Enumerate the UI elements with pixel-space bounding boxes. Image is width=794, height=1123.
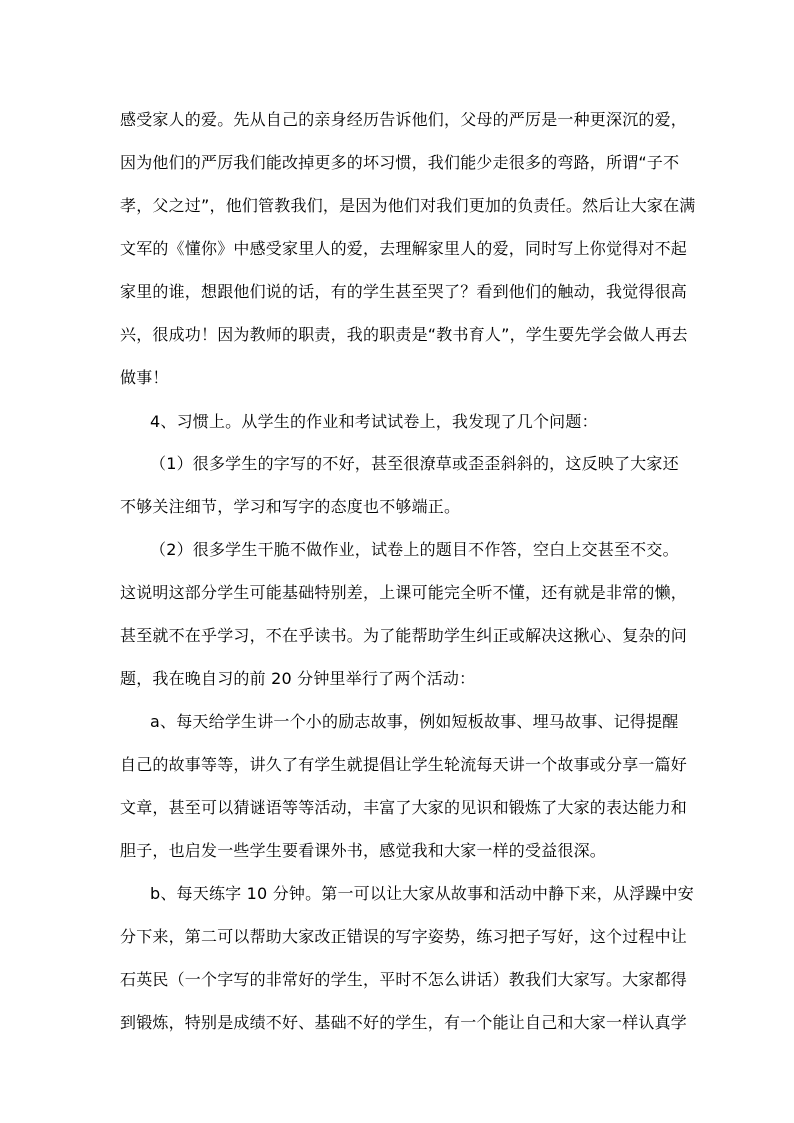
- text-line: 自己的故事等等，讲久了有学生就提倡让学生轮流每天讲一个故事或分享一篇好: [120, 755, 688, 774]
- text-line: 兴，很成功！因为教师的职责，我的职责是“教书育人”，学生要先学会做人再去: [120, 325, 688, 344]
- text-line: 分下来，第二可以帮助大家改正错误的写字姿势，练习把子写好，这个过程中让: [120, 927, 688, 946]
- text-line: 胆子，也启发一些学生要看课外书，感觉我和大家一样的受益很深。: [120, 841, 607, 860]
- text-line: 家里的谁，想跟他们说的话，有的学生甚至哭了？看到他们的触动，我觉得很高: [120, 282, 688, 301]
- text-line: 感受家人的爱。先从自己的亲身经历告诉他们，父母的严厉是一种更深沉的爱，: [120, 110, 688, 129]
- text-line: 题，我在晚自习的前 20 分钟里举行了两个活动：: [120, 669, 476, 688]
- text-line: 做事！: [120, 368, 169, 387]
- text-line: 文军的《懂你》中感受家里人的爱，去理解家里人的爱，同时写上你觉得对不起: [120, 239, 688, 258]
- text-line: 不够关注细节，学习和写字的态度也不够端正。: [120, 497, 461, 516]
- list-item-start: a、每天给学生讲一个小的励志故事，例如短板故事、埋马故事、记得提醒: [150, 712, 679, 731]
- paragraph-heading: 4、习惯上。从学生的作业和考试试卷上，我发现了几个问题：: [150, 412, 598, 431]
- text-line: 孝，父之过”，他们管教我们，是因为他们对我们更加的负责任。然后让大家在满: [120, 196, 696, 215]
- text-line: 到锻炼，特别是成绩不好、基础不好的学生，有一个能让自己和大家一样认真学: [120, 1013, 688, 1032]
- text-line: 因为他们的严厉我们能改掉更多的坏习惯，我们能少走很多的弯路，所谓“子不: [120, 153, 680, 172]
- list-item-start: （1）很多学生的字写的不好，甚至很潦草或歪歪斜斜的，这反映了大家还: [150, 454, 679, 473]
- text-line: 甚至就不在乎学习，不在乎读书。为了能帮助学生纠正或解决这揪心、复杂的问: [120, 626, 688, 645]
- list-item-start: （2）很多学生干脆不做作业，试卷上的题目不作答，空白上交甚至不交。: [150, 540, 679, 559]
- text-line: 石英民（一个字写的非常好的学生，平时不怎么讲话）教我们大家写。大家都得: [120, 970, 688, 989]
- text-line: 这说明这部分学生可能基础特别差，上课可能完全听不懂，还有就是非常的懒，: [120, 583, 688, 602]
- text-line: 文章，甚至可以猜谜语等等活动，丰富了大家的见识和锻炼了大家的表达能力和: [120, 798, 688, 817]
- list-item-start: b、每天练字 10 分钟。第一可以让大家从故事和活动中静下来，从浮躁中安: [150, 884, 694, 903]
